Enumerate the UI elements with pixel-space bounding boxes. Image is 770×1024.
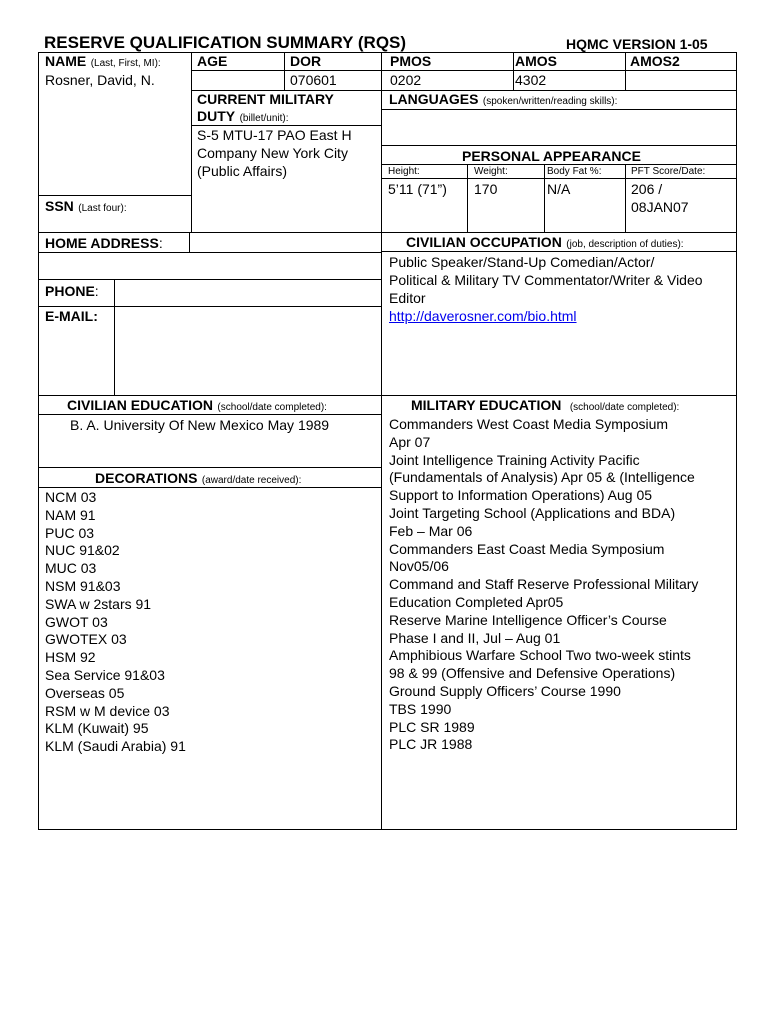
pmos-value: 0202 (390, 72, 422, 88)
weight-label: Weight: (474, 166, 508, 177)
military-education-label (411, 397, 679, 415)
age-label: AGE (197, 53, 228, 69)
home-address-label-text: HOME ADDRESS (45, 235, 159, 251)
appearance-title: PERSONAL APPEARANCE (462, 148, 641, 164)
list-item: Reserve Marine Intelligence Officer’s Course (389, 611, 667, 628)
height-value: 5’11 (71”) (388, 181, 447, 197)
list-item: TBS 1990 (389, 700, 452, 717)
phone-label (45, 282, 99, 301)
list-item: Support to Information Operations) Aug 05 (389, 487, 653, 504)
civilian-occupation-line-3: Editor (389, 290, 426, 306)
list-item: Overseas 05 (45, 684, 125, 701)
weight-value: 170 (474, 181, 498, 197)
decorations-list (45, 489, 186, 756)
languages-label-text: LANGUAGES (389, 91, 479, 107)
pmos-label: PMOS (390, 53, 432, 69)
home-address-label-colon: : (158, 235, 163, 251)
list-item: GWOTEX 03 (45, 631, 127, 648)
phone-label-colon: : (94, 283, 99, 299)
list-item: HSM 92 (45, 649, 96, 666)
list-item: MUC 03 (45, 560, 97, 577)
ssn-label-hint: (Last four): (78, 203, 127, 214)
list-item: Commanders East Coast Media Symposium (389, 540, 665, 557)
decorations-label (95, 470, 301, 488)
pft-label: PFT Score/Date: (631, 166, 706, 177)
amos-label: AMOS (515, 53, 557, 69)
list-item: NUC 91&02 (45, 542, 120, 559)
list-item: KLM (Kuwait) 95 (45, 720, 149, 737)
version-label: HQMC VERSION 1-05 (566, 36, 708, 52)
list-item: Joint Intelligence Training Activity Pacific (389, 451, 640, 468)
height-label: Height: (388, 166, 420, 177)
decorations-label-hint: (award/date received): (201, 475, 302, 486)
list-item: (Fundamentals of Analysis) Apr 05 & (Intelligence (389, 469, 695, 486)
duty-line-1: S-5 MTU-17 PAO East H (197, 127, 352, 143)
ssn-label-text: SSN (45, 198, 74, 214)
name-label (45, 53, 161, 71)
home-address-label (45, 234, 163, 253)
list-item: KLM (Saudi Arabia) 91 (45, 738, 186, 755)
civilian-occupation-line-2: Political & Military TV Commentator/Writer & Video (389, 272, 703, 288)
bodyfat-label: Body Fat %: (547, 166, 602, 177)
list-item: NSM 91&03 (45, 577, 121, 594)
list-item: Education Completed Apr05 (389, 593, 564, 610)
duty-label-text: DUTY (197, 108, 236, 124)
civilian-occupation-label-text: CIVILIAN OCCUPATION (406, 234, 562, 250)
civilian-occupation-line-1: Public Speaker/Stand-Up Comedian/Actor/ (389, 254, 655, 270)
list-item: Phase I and II, Jul – Aug 01 (389, 629, 561, 646)
decorations-label-text: DECORATIONS (95, 470, 198, 486)
military-education-label-text: MILITARY EDUCATION (411, 397, 562, 413)
civilian-education-label-text: CIVILIAN EDUCATION (67, 397, 213, 413)
list-item: RSM w M device 03 (45, 702, 170, 719)
pft-value-line-2: 08JAN07 (631, 199, 689, 215)
amos2-label: AMOS2 (630, 53, 680, 69)
page-title: RESERVE QUALIFICATION SUMMARY (RQS) (44, 33, 407, 52)
list-item: PLC SR 1989 (389, 718, 475, 735)
bio-link[interactable]: http://daverosner.com/bio.html (389, 308, 577, 324)
duty-line-3: (Public Affairs) (197, 163, 287, 179)
civilian-occupation-label-hint: (job, description of duties): (566, 239, 684, 250)
list-item: Apr 07 (389, 433, 431, 450)
dor-label: DOR (290, 53, 322, 69)
list-item: GWOT 03 (45, 613, 108, 630)
list-item: NCM 03 (45, 489, 97, 505)
name-label-text: NAME (45, 53, 87, 69)
duty-line-2: Company New York City (197, 145, 348, 161)
languages-label-hint: (spoken/written/reading skills): (482, 96, 618, 107)
list-item: SWA w 2stars 91 (45, 595, 152, 612)
amos-value: 4302 (515, 72, 547, 88)
duty-label: CURRENT MILITARY (197, 91, 334, 107)
list-item: Command and Staff Reserve Professional Military (389, 576, 699, 593)
list-item: Joint Targeting School (Applications and BDA) (389, 504, 676, 521)
phone-label-text: PHONE (45, 283, 95, 299)
email-label: E-MAIL: (45, 308, 98, 324)
list-item: Sea Service 91&03 (45, 666, 165, 683)
list-item: NAM 91 (45, 506, 96, 523)
pft-value-line-1: 206 / (631, 181, 663, 197)
list-item: PLC JR 1988 (389, 736, 473, 753)
list-item: 98 & 99 (Offensive and Defensive Operations) (389, 665, 676, 682)
name-label-hint: (Last, First, MI): (90, 58, 161, 69)
name-value: Rosner, David, N. (45, 72, 155, 88)
list-item: Commanders West Coast Media Symposium (389, 416, 669, 432)
list-item: PUC 03 (45, 524, 95, 541)
duty-label-line2 (197, 108, 288, 126)
civilian-occupation-label (406, 234, 684, 252)
bodyfat-value: N/A (547, 181, 571, 197)
military-education-list (389, 416, 698, 754)
civilian-education-label-hint: (school/date completed): (217, 402, 327, 413)
list-item: Amphibious Warfare School Two two-week stints (389, 647, 691, 664)
military-education-label-hint: (school/date completed): (569, 402, 680, 413)
list-item: Feb – Mar 06 (389, 522, 473, 539)
list-item: Ground Supply Officers’ Course 1990 (389, 682, 621, 699)
ssn-label (45, 198, 127, 216)
list-item: Nov05/06 (389, 558, 449, 575)
civilian-education-value: B. A. University Of New Mexico May 1989 (70, 417, 330, 433)
dor-value: 070601 (290, 72, 337, 88)
civilian-education-label (67, 397, 327, 415)
languages-label (389, 91, 617, 109)
duty-label-hint: (billet/unit): (239, 113, 289, 124)
